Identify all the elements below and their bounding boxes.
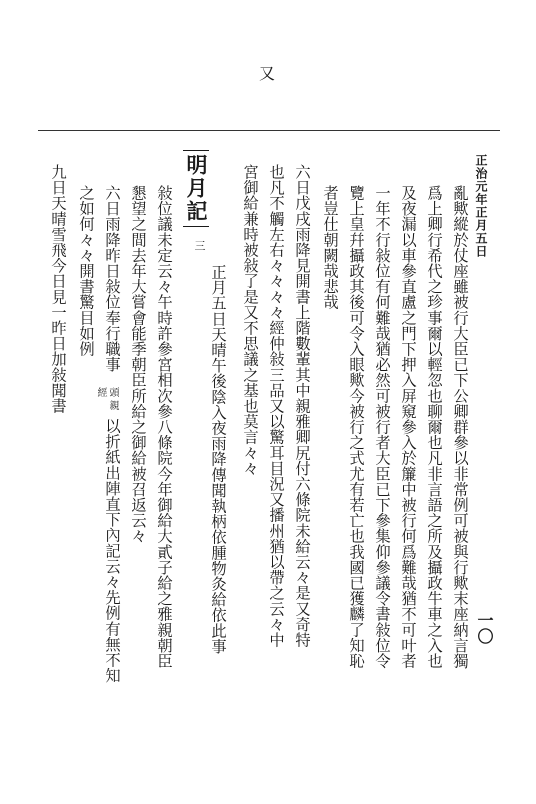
header-glyph: 又 — [259, 64, 276, 83]
mingetsu-column-5: 之如何々々開書驚目如例 — [77, 185, 95, 357]
running-head: 正治元年正月五日 — [474, 154, 488, 258]
book-title: 明月記 — [183, 150, 209, 227]
text-column-4: 一年不行敍位有何難哉猶必然可被行者大臣已下參集仰參議令書敍位令 — [373, 185, 391, 669]
mingetsu-column-1: 正月五日天晴午後陰入夜雨降傳聞執柄依腫物灸給依此事 — [209, 264, 227, 654]
text-column-8: 也凡不觸左右々々々々經仲敍三品又以驚耳目況又播州猶以帶之云々中 — [267, 164, 285, 648]
text-column-6: 者豈仕朝闕哉悲哉 — [321, 185, 339, 310]
header-rule — [38, 130, 500, 131]
text-column-5: 覽上皇幷攝政其後可令入眼歟今被行之式尤有若亡也我國已獲麟了知恥 — [347, 185, 365, 669]
mingetsu-column-6: 九日天晴雪飛今日見一昨日加敍聞書 — [49, 164, 67, 414]
mingetsu-column-2: 敍位議未定云々午時許參宮相次參八條院今年御給大貳子給之雅親朝臣 — [155, 185, 173, 669]
text-column-1: 亂歟縱於仗座雖被行大臣已下公卿群參以非常例可被與行歟末座納言獨 — [451, 185, 469, 669]
mingetsu-column-4: 六日雨降昨日敍位奉行職事 — [103, 185, 121, 373]
inline-note-top2: 親 — [107, 400, 118, 410]
text-column-3: 及夜漏以車參直盧之門下押入屏窺參入於簾中被行何爲難哉猶不可叶者 — [399, 185, 417, 669]
page-number: 一〇 — [475, 612, 494, 644]
mingetsu-column-3: 懇望之間去年大嘗會能季朝臣所給之御給被召返云々 — [129, 185, 147, 544]
mingetsu-column-4-tail: 以折紙出陣直下內記云々先例有無不知 — [103, 418, 121, 684]
inline-note-bottom: 經 — [95, 387, 106, 397]
inline-note-top: 頭 — [107, 387, 118, 397]
text-column-9: 宮御給兼時被敍了是又不思議之基也莫言々々 — [241, 164, 259, 476]
volume-number: 三 — [193, 240, 206, 251]
text-column-2: 爲上卿行希代之珍事爾以輕忽也聊爾也凡非言語之所及攝政牛車之入也 — [425, 185, 443, 669]
text-column-7: 六日戊戌雨降見開書上階數輩其中親雅卿尻付六條院未給云々是又奇特 — [293, 164, 311, 648]
